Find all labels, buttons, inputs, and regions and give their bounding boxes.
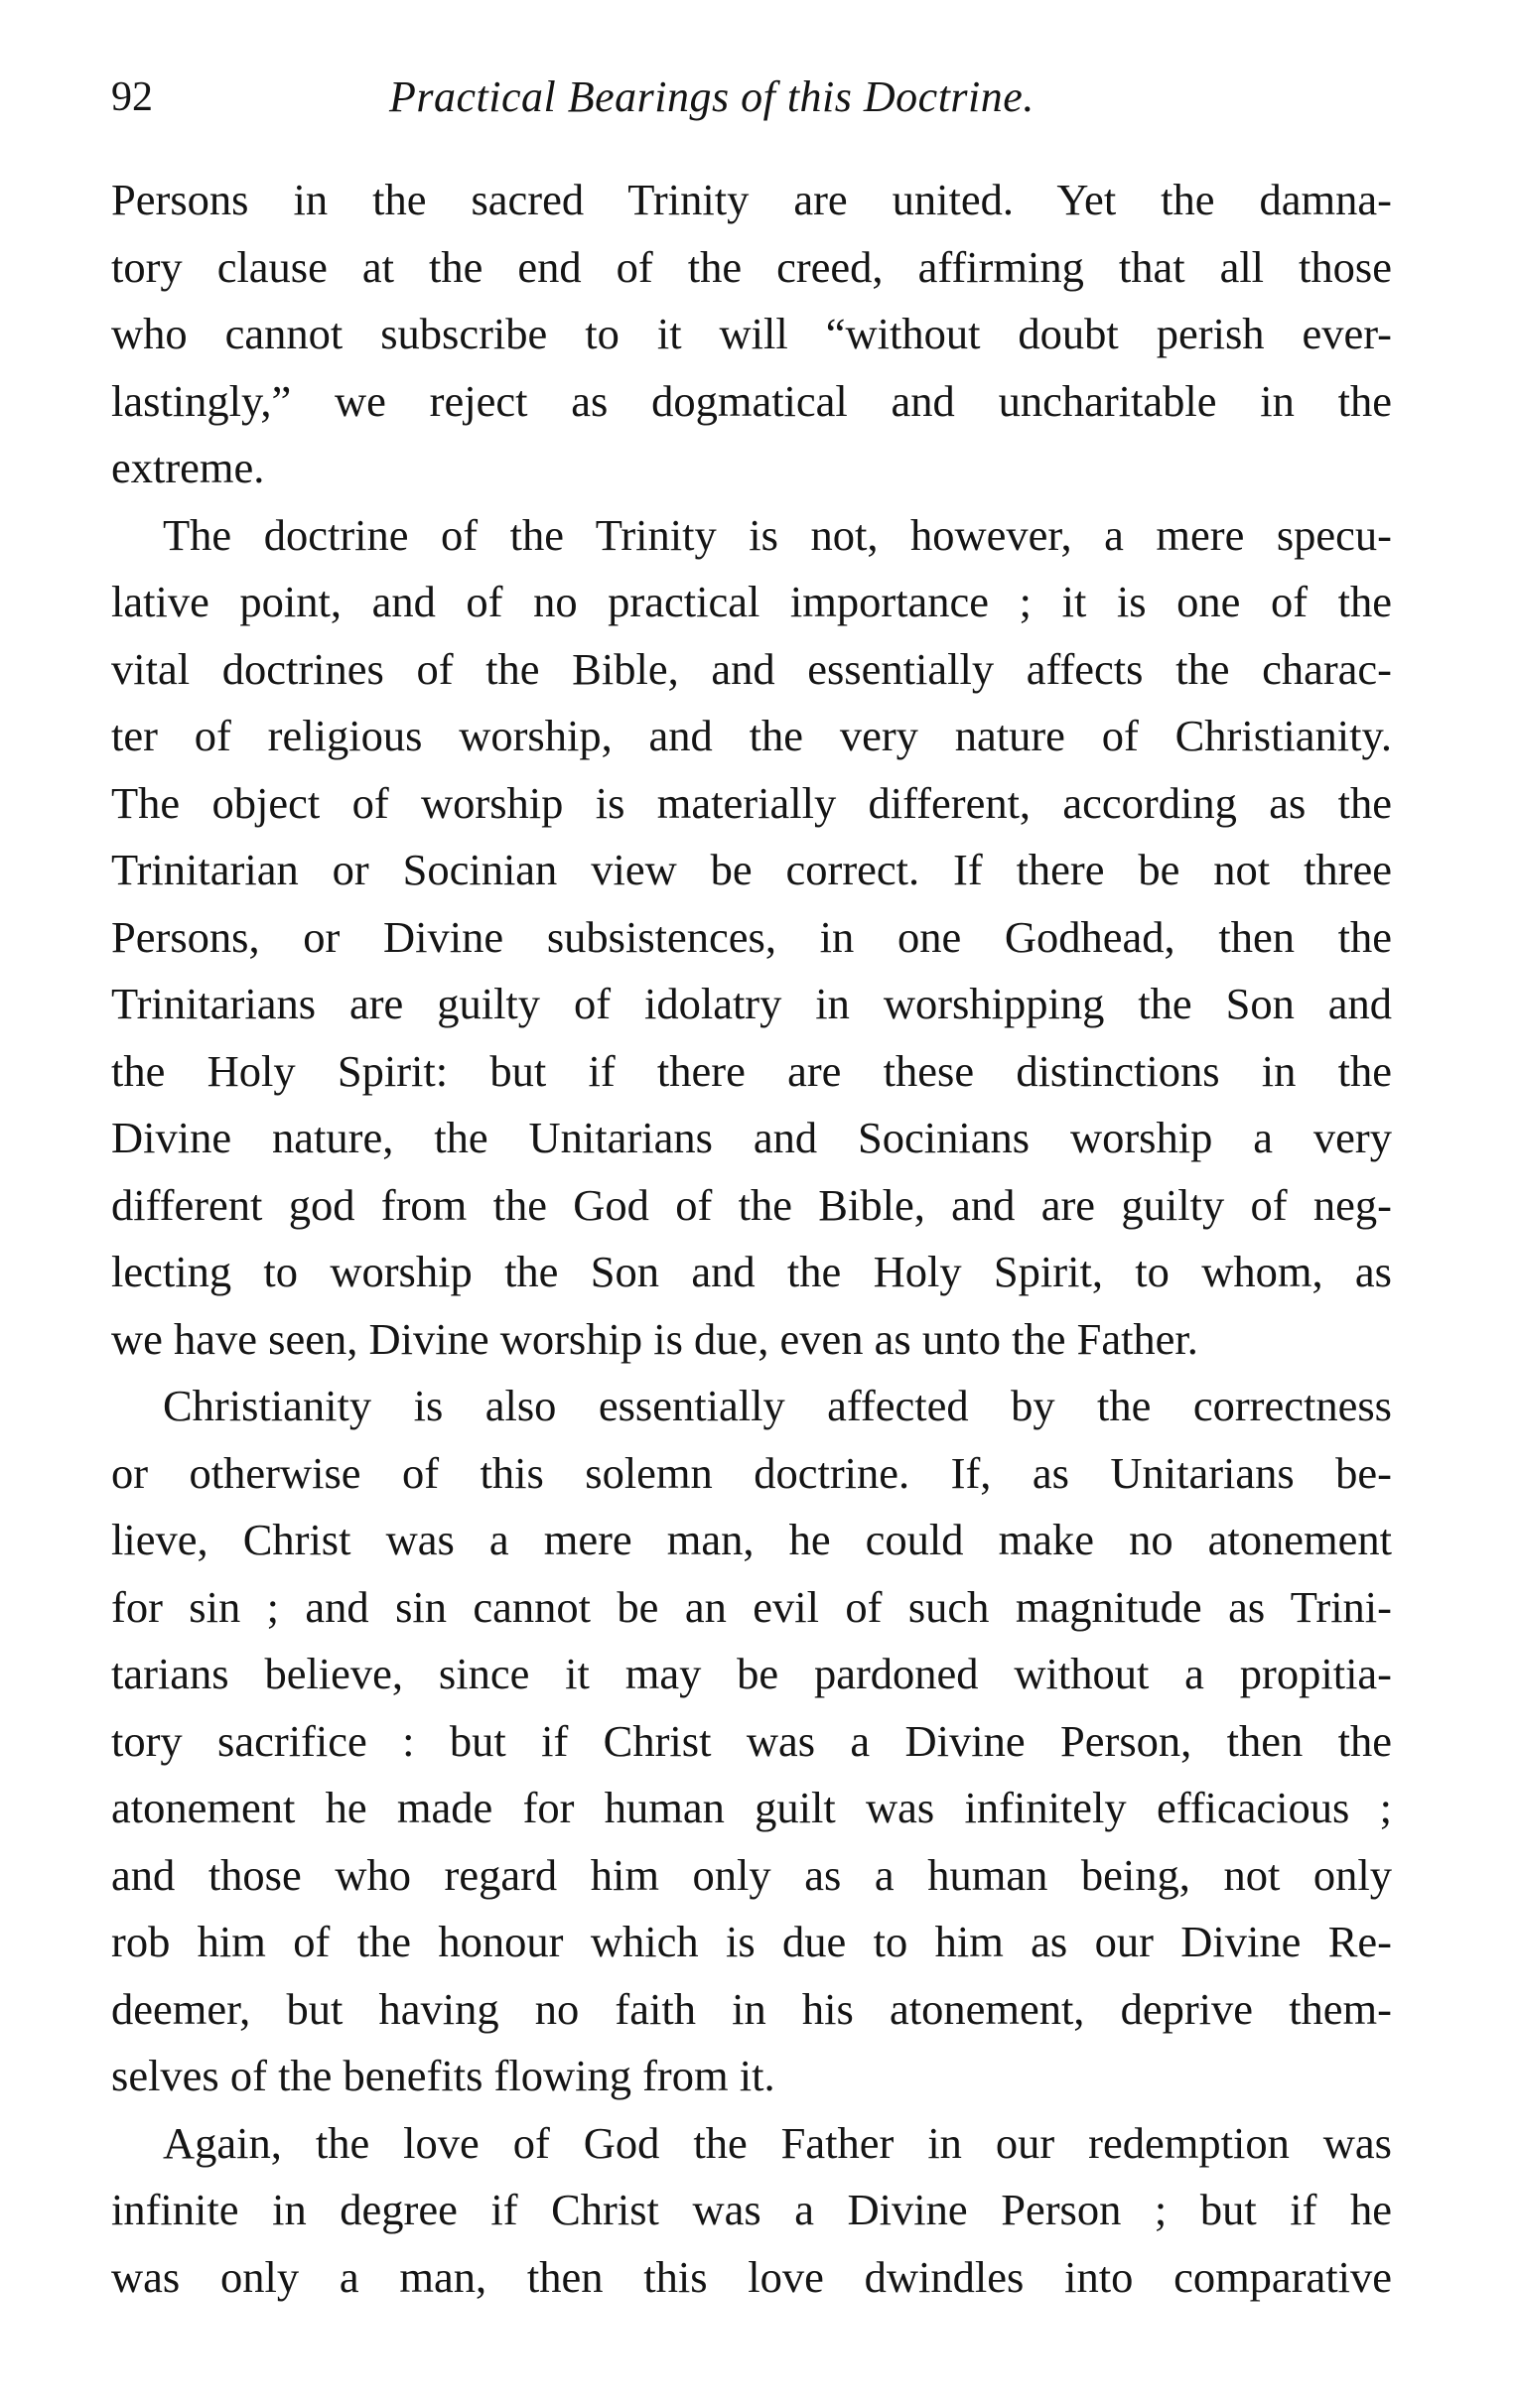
text-line: Divine nature, the Unitarians and Socinians worship a very bbox=[111, 1113, 1392, 1162]
body-text bbox=[111, 167, 1392, 2311]
text-line: Trinitarians are guilty of idolatry in worshipping the Son and bbox=[111, 979, 1392, 1028]
text-line: ter of religious worship, and the very nature of Christianity. bbox=[111, 711, 1392, 760]
text-line: rob him of the honour which is due to him as our Divine Re- bbox=[111, 1917, 1392, 1966]
text-line: lieve, Christ was a mere man, he could make no atonement bbox=[111, 1515, 1392, 1564]
text-line: The object of worship is materially different, according as the bbox=[111, 777, 1392, 828]
running-title: Practical Bearings of this Doctrine. bbox=[389, 72, 1034, 121]
text-line: Persons in the sacred Trinity are united. Yet the damna- bbox=[111, 175, 1392, 224]
text-line: lecting to worship the Son and the Holy Spirit, to whom, as bbox=[111, 1247, 1392, 1296]
text-line: lative point, and of no practical importance ; it is one of the bbox=[111, 577, 1392, 626]
text-line: Persons, or Divine subsistences, in one Godhead, then the bbox=[111, 911, 1392, 962]
text-line: and those who regard him only as a human being, not only bbox=[111, 1849, 1392, 1900]
text-line: deemer, but having no faith in his atonement, deprive them- bbox=[111, 1983, 1392, 2034]
page-number: 92 bbox=[111, 74, 153, 120]
text-line: lastingly,” we reject as dogmatical and uncharitable in the bbox=[111, 375, 1392, 426]
text-line: different god from the God of the Bible, and are guilty of neg- bbox=[111, 1179, 1392, 1230]
text-line: was only a man, then this love dwindles into comparative bbox=[111, 2251, 1392, 2302]
text-line: The doctrine of the Trinity is not, however, a mere specu- bbox=[163, 509, 1392, 560]
text-line: the Holy Spirit: but if there are these distinctions in the bbox=[111, 1045, 1392, 1096]
text-line: tarians believe, since it may be pardoned without a propitia- bbox=[111, 1649, 1392, 1698]
text-line: selves of the benefits flowing from it. bbox=[111, 2051, 775, 2100]
text-line: Again, the love of God the Father in our redemption was bbox=[163, 2117, 1392, 2168]
text-line: Trinitarian or Socinian view be correct. If there be not three bbox=[111, 845, 1392, 894]
text-line: vital doctrines of the Bible, and essentially affects the charac- bbox=[111, 643, 1392, 694]
text-line: for sin ; and sin cannot be an evil of such magnitude as Trini- bbox=[111, 1581, 1392, 1632]
text-line: Christianity is also essentially affected by the correctness bbox=[163, 1381, 1392, 1430]
text-line: we have seen, Divine worship is due, even as unto the Father. bbox=[111, 1313, 1198, 1364]
text-line: or otherwise of this solemn doctrine. If, as Unitarians be- bbox=[111, 1447, 1392, 1498]
text-line: tory sacrifice : but if Christ was a Divine Person, then the bbox=[111, 1715, 1392, 1766]
running-head bbox=[111, 67, 1392, 127]
text-line: infinite in degree if Christ was a Divine Person ; but if he bbox=[111, 2185, 1392, 2234]
text-line: who cannot subscribe to it will “without doubt perish ever- bbox=[111, 309, 1392, 358]
text-line: extreme. bbox=[111, 443, 265, 492]
text-line: atonement he made for human guilt was infinitely efficacious ; bbox=[111, 1783, 1392, 1832]
text-line: tory clause at the end of the creed, affirming that all those bbox=[111, 241, 1392, 292]
